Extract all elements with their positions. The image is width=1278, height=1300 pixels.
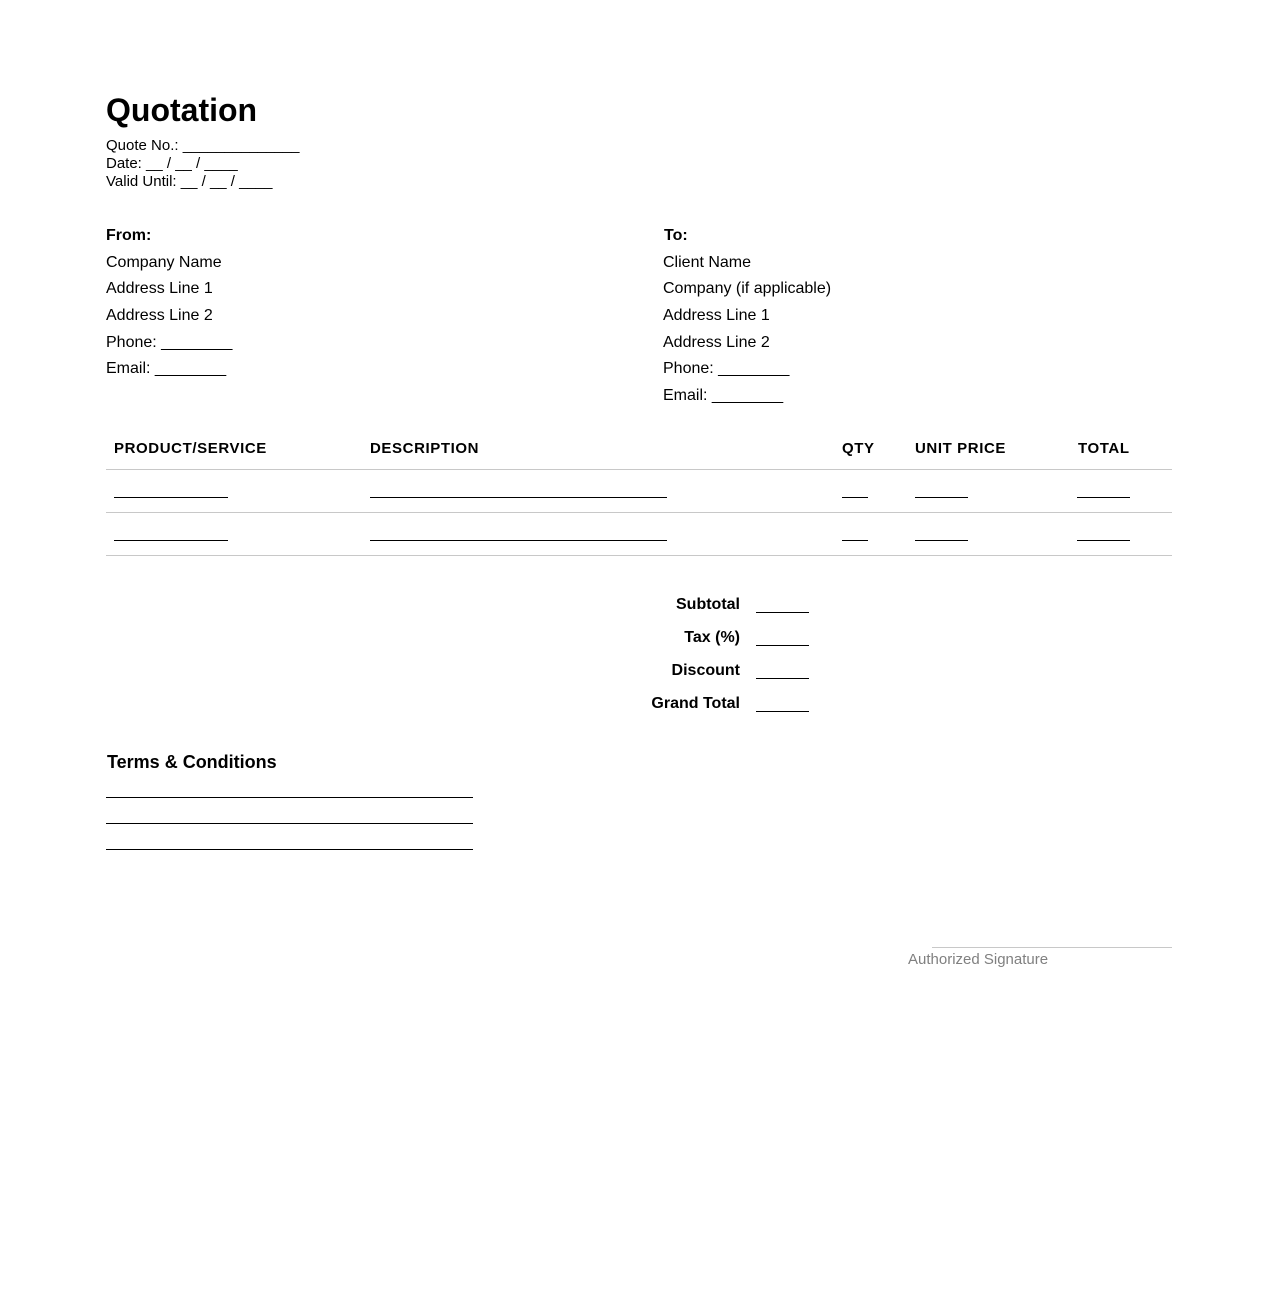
column-header-unit-price: UNIT PRICE [915,440,1007,457]
terms-line[interactable] [106,849,473,850]
signature-label: Authorized Signature [908,951,1049,968]
to-client-name: Client Name [663,254,752,271]
from-address-line-1: Address Line 1 [106,280,213,297]
from-heading: From: [106,227,152,244]
table-divider [106,512,1172,513]
unit-price-blank[interactable] [915,497,968,498]
column-header-total: TOTAL [1078,440,1130,457]
product-blank[interactable] [114,497,228,498]
total-blank[interactable] [1077,540,1130,541]
description-blank[interactable] [370,540,667,541]
to-heading: To: [664,227,688,244]
to-address-line-1: Address Line 1 [663,307,770,324]
qty-blank[interactable] [842,540,868,541]
subtotal-label: Subtotal [676,596,740,613]
to-address-line-2: Address Line 2 [663,334,770,351]
qty-blank[interactable] [842,497,868,498]
from-address-line-2: Address Line 2 [106,307,213,324]
discount-blank[interactable] [756,678,809,679]
valid-until-field: Valid Until: __ / __ / ____ [106,173,273,190]
product-blank[interactable] [114,540,228,541]
terms-heading: Terms & Conditions [107,752,277,772]
from-email: Email: ________ [106,360,227,377]
total-blank[interactable] [1077,497,1130,498]
to-phone: Phone: ________ [663,360,790,377]
to-company: Company (if applicable) [663,280,832,297]
tax-label: Tax (%) [684,629,740,646]
from-phone: Phone: ________ [106,334,233,351]
subtotal-blank[interactable] [756,612,809,613]
column-header-qty: QTY [842,440,875,457]
signature-line[interactable] [932,947,1172,948]
table-divider [106,555,1172,556]
terms-line[interactable] [106,823,473,824]
column-header-product: PRODUCT/SERVICE [114,440,267,457]
to-email: Email: ________ [663,387,784,404]
column-header-description: DESCRIPTION [370,440,480,457]
terms-line[interactable] [106,797,473,798]
quote-number-field: Quote No.: ______________ [106,137,300,154]
unit-price-blank[interactable] [915,540,968,541]
table-divider [106,469,1172,470]
document-title: Quotation [106,92,258,128]
description-blank[interactable] [370,497,667,498]
from-company-name: Company Name [106,254,222,271]
grand-total-label: Grand Total [651,695,740,712]
date-field: Date: __ / __ / ____ [106,155,238,172]
grand-total-blank[interactable] [756,711,809,712]
tax-blank[interactable] [756,645,809,646]
discount-label: Discount [671,662,740,679]
